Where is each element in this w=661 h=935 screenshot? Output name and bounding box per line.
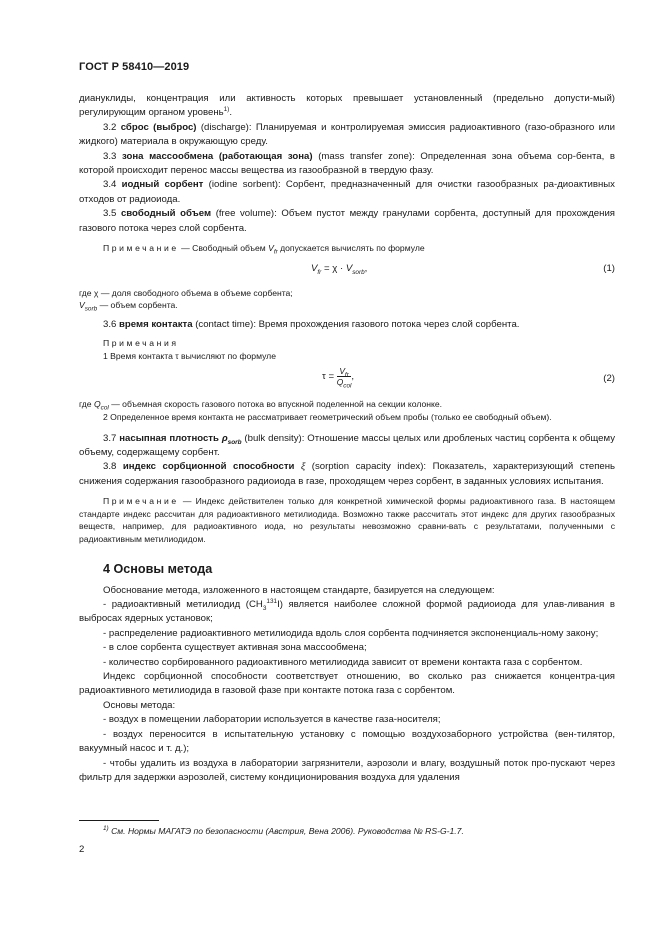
- basis-item-4: - количество сорбированного радиоактивного метилиодида зависит от времени контакта газа с сорбентом.: [103, 656, 583, 668]
- term-3-6: 3.6 время контакта (contact time): Время прохождения газового потока через слой сорбента.: [103, 318, 520, 330]
- basis-item-1: - радиоактивный метилиодид $(CH_3^{131}I)$ является наиболее сложной формой радиоиода для улав-ливания в выбросах ядерных установок;: [79, 597, 615, 625]
- formula-1: $V_{fr} = \chi \cdot V_{sorb}$, (1): [311, 262, 615, 276]
- note-contact-time-2: 2 Определенное время контакта не рассматривает геометрический объем пробы (только ее свободный объем).: [103, 412, 552, 423]
- where-v-sorb: $V_{sorb}$ — объем сорбента.: [79, 300, 178, 313]
- where-chi: где χ — доля свободного объема в объеме сорбента;: [79, 287, 293, 298]
- basis-item-3: - в слое сорбента существует активная зона массообмена;: [103, 642, 367, 654]
- equation-number-2: (2): [603, 373, 615, 385]
- continued-paragraph: диануклиды, концентрация или активность которых превышает установленный (предельно допусти-мый) регулирующим органом уровень$^{1)}$.: [79, 93, 615, 119]
- note-contact-time-1: 1 Время контакта τ вычисляют по формуле: [103, 350, 276, 361]
- footnote-separator: [79, 820, 159, 821]
- section-4-paragraph-2: Индекс сорбционной способности соответствует отношению, во сколько раз снижается концентра-ция радиоактивного метилиодида в газовой фазе при контакте потока газа с сорбентом.: [79, 671, 615, 697]
- term-3-5: 3.5 свободный объем (free volume): Объем пустот между гранулами сорбента, доступный для прохождения газового потока через слой сорбента.: [79, 208, 616, 234]
- section-4-intro: Обоснование метода, изложенного в настоящем стандарте, базируется на следующем:: [103, 584, 495, 596]
- term-3-4: 3.4 иодный сорбент (iodine sorbent): Сорбент, предназначенный для очистки газообразных ра-диоактивных отходов от радиоиода.: [79, 179, 615, 205]
- section-4-paragraph-3: Основы метода:: [103, 699, 176, 711]
- note-sorption-index: Примечание — Индекс действителен только для конкретной химической формы радиоактивного газа. В настоящем стандарте индекс рассчитан для радиоактивного метилиодида. Возможно также рассчитать этот индекс для других газообразных веществ, например, для радиоактивного иода, но результаты невозможно сравни-вать с результатами, полученными с радиоактивным метилиодидом.: [79, 496, 615, 545]
- note-free-volume: Примечание — Свободный объем $V_{fr}$ допускается вычислять по формуле: [103, 243, 425, 256]
- equation-number-1: (1): [603, 262, 615, 274]
- method-item-1: - воздух в помещении лаборатории используется в качестве газа-носителя;: [103, 714, 441, 726]
- page-number: 2: [79, 844, 85, 855]
- notes-label: Примечания: [103, 338, 179, 349]
- page-content: [79, 92, 615, 785]
- term-3-7: 3.7 насыпная плотность $\rho_{sorb}$ (bulk density): Отношение массы целых или дробленых частиц сорбента к общему объему, содержащему сорбент.: [79, 432, 616, 459]
- footnote: $^{1)}$ См. Нормы МАГАТЭ по безопасности (Австрия, Вена 2006). Руководства № RS-G-1.7.: [103, 825, 464, 836]
- term-3-2: 3.2 сброс (выброс) (discharge): Планируемая и контролируемая эмиссия радиоактивного (газо-образного или жидкого) материала в окружающую среду.: [79, 121, 615, 148]
- where-q-col: где $Q_{col}$ — объемная скорость газового потока во впускной поделенной на секции колонке.: [79, 399, 442, 413]
- term-3-3: 3.3 зона массообмена (работающая зона) (mass transfer zone): Определенная зона объема сор-бента, в которой происходит перенос массы вещества из газообразной в твердую фазу.: [79, 150, 616, 177]
- method-item-2: - воздух переносится в испытательную установку с помощью воздухозаборного устройства (вен-тилятор, вакуумный насос и т. д.);: [79, 728, 615, 755]
- term-3-8: 3.8 индекс сорбционной способности ξ (sorption capacity index): Показатель, характеризующий степень снижения содержания газообразного радиоиода в газе, проходящем через сорбент, в заданных условиях испытания.: [79, 461, 616, 487]
- method-item-3: - чтобы удалить из воздуха в лаборатории загрязнители, аэрозоли и влагу, воздушный поток про-пускают через фильтр для задержки аэрозолей, систему кондиционирования воздуха для удаления: [79, 757, 615, 783]
- formula-2: τ = $\frac{V_{fr}}{Q_{col}}$ , (2): [322, 366, 615, 391]
- basis-item-2: - распределение радиоактивного метилиодида вдоль слоя сорбента подчиняется экспоненциаль-ному закону;: [103, 627, 599, 639]
- page-header-standard: ГОСТ Р 58410—2019: [79, 61, 190, 73]
- section-4-title: 4 Основы метода: [103, 561, 213, 576]
